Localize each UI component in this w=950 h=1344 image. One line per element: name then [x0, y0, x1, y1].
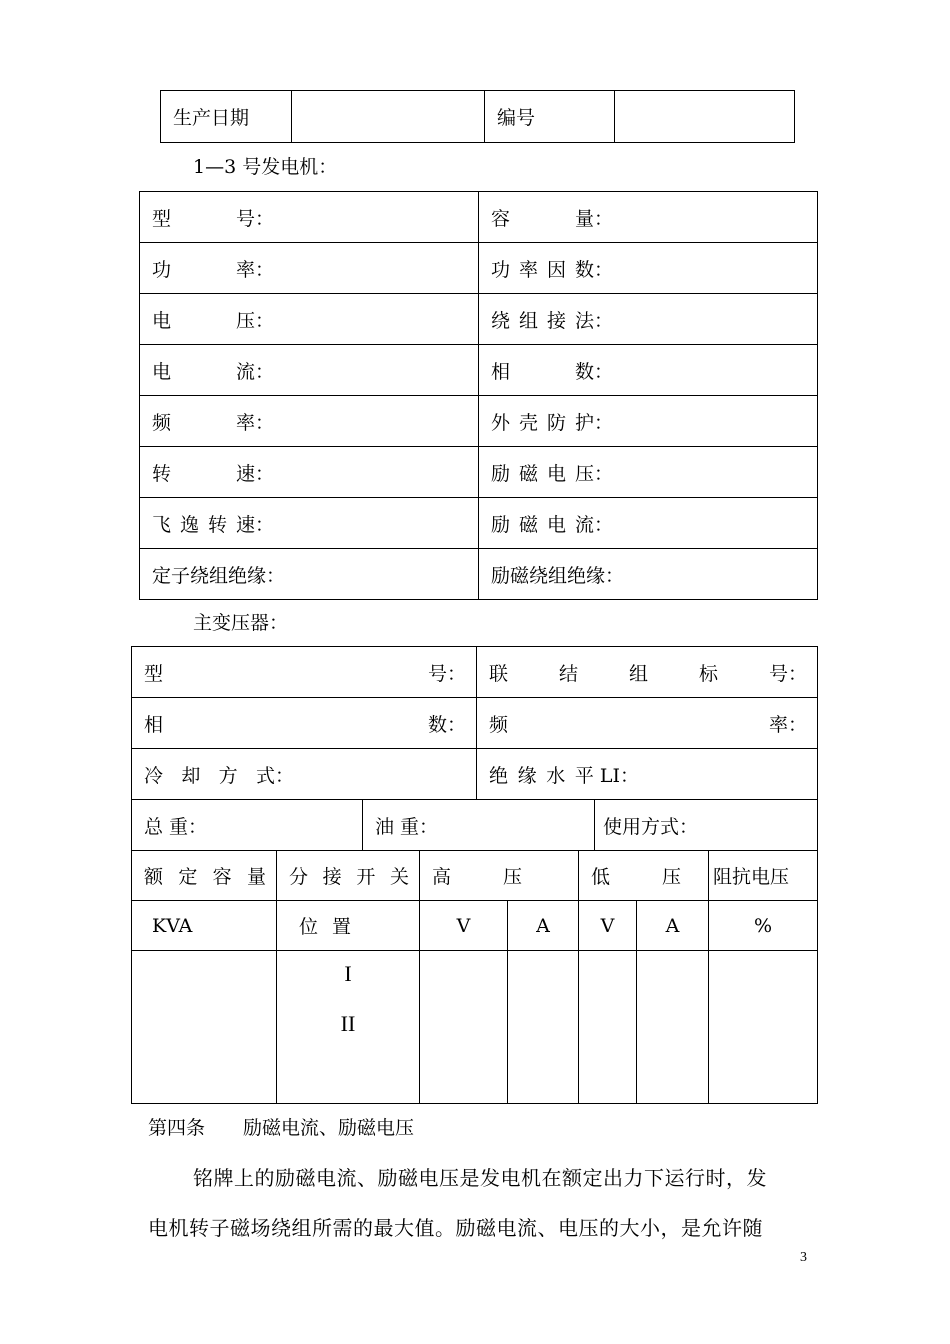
label-part: 位 [299, 916, 319, 938]
label-part: 容 [491, 207, 511, 230]
label-part: 号： [427, 662, 466, 685]
low-voltage-header [579, 851, 709, 901]
label-part: 接 [546, 309, 566, 332]
rated-capacity-label [144, 862, 276, 889]
label-part: 结 [558, 662, 578, 685]
generator-cell-left [140, 498, 479, 549]
label-part: 压 [502, 866, 522, 888]
generator-field-label [491, 306, 623, 333]
generator-field-label [152, 204, 284, 231]
label-part: 功 [152, 258, 172, 281]
label-part: 率 [518, 258, 538, 281]
label-part: 低 [591, 866, 611, 888]
generator-row [140, 294, 818, 345]
generator-field-label [491, 510, 623, 537]
weights-table [131, 799, 818, 851]
label-part: 流： [574, 513, 613, 536]
generator-row [140, 192, 818, 243]
total-weight-label: 总 重： [132, 800, 363, 851]
label-part: 却 [181, 764, 201, 787]
generator-field-label [491, 357, 623, 384]
kva-unit: KVA [132, 901, 277, 951]
high-voltage-header [420, 851, 579, 901]
label-part: 型 [152, 207, 172, 230]
label-part: 率： [768, 713, 807, 736]
generator-field-label [152, 459, 284, 486]
position-header [277, 901, 420, 951]
label-part: 组 [518, 309, 538, 332]
label-part: 电 [546, 513, 566, 536]
transformer-frequency [477, 698, 818, 749]
generator-field-label [152, 408, 284, 435]
label-part: 转 [152, 462, 172, 485]
label-part: 分 [289, 866, 309, 888]
hv-a-value [508, 951, 579, 1104]
label-part: 速： [235, 513, 274, 536]
label-part: 高 [432, 866, 452, 888]
label-part: 压： [574, 462, 613, 485]
kva-value [132, 951, 277, 1104]
section-paragraph-line-2: 电机转子磁场绕组所需的最大值。励磁电流、电压的大小，是允许随 [148, 1216, 763, 1240]
label-part: 频 [489, 713, 509, 736]
position-label [289, 912, 361, 939]
generator-field-label [491, 204, 623, 231]
production-date-label: 生产日期 [161, 91, 292, 143]
generator-cell-right [479, 498, 818, 549]
label-part: 开 [356, 866, 376, 888]
label-part: 方 [218, 764, 238, 787]
generator-field-label [491, 408, 623, 435]
generator-row [140, 549, 818, 600]
generator-cell-right [479, 243, 818, 294]
tap-changer-label [289, 862, 419, 889]
label-part: 防 [546, 411, 566, 434]
ratings-table [131, 850, 818, 1104]
label-part: 压： [235, 309, 274, 332]
label-part: 关 [389, 866, 409, 888]
transformer-model [132, 647, 477, 698]
impedance-header [709, 851, 818, 901]
label-part: 号： [768, 662, 807, 685]
position-ii: II [340, 1011, 356, 1036]
generator-caption: 1—3 号发电机： [193, 156, 338, 178]
transformer-model-label [144, 659, 476, 686]
label-part: 数： [574, 360, 613, 383]
lv-a-unit: A [637, 901, 709, 951]
generator-cell-left [140, 192, 479, 243]
generator-field-label [152, 561, 478, 588]
transformer-phases [132, 698, 477, 749]
pct-value [709, 951, 818, 1104]
label-part: 励磁绕组绝缘： [491, 564, 625, 587]
label-part: 逸 [179, 513, 199, 536]
generator-row [140, 498, 818, 549]
label-part: 法： [574, 309, 613, 332]
section-paragraph-line-1: 铭牌上的励磁电流、励磁电压是发电机在额定出力下运行时，发 [193, 1166, 767, 1190]
generator-cell-right [479, 345, 818, 396]
lv-a-value [637, 951, 709, 1104]
serial-value [615, 91, 795, 143]
phases-label [144, 710, 476, 737]
generator-cell-right [479, 192, 818, 243]
hv-v-unit: V [420, 901, 508, 951]
generator-field-label [491, 561, 817, 588]
label-part: 号： [235, 207, 274, 230]
label-part: 量 [246, 866, 266, 888]
label-part: 定子绕组绝缘： [152, 564, 286, 587]
generator-cell-left [140, 243, 479, 294]
generator-cell-right [479, 447, 818, 498]
generator-field-label [152, 306, 284, 333]
label-part: 接 [322, 866, 342, 888]
low-voltage-label [591, 862, 691, 889]
label-part: 型 [144, 662, 164, 685]
transformer-caption: 主变压器： [193, 612, 289, 634]
position-values [277, 951, 420, 1104]
label-part: 绕 [491, 309, 511, 332]
label-part: 壳 [518, 411, 538, 434]
label-part: 功 [491, 258, 511, 281]
label-part: 式： [255, 764, 294, 787]
page-number: 3 [800, 1250, 807, 1265]
generator-cell-left [140, 549, 479, 600]
label-part: 频 [152, 411, 172, 434]
transformer-insulation [477, 749, 818, 800]
label-part: 缘 [517, 764, 537, 787]
insulation-label [489, 761, 649, 788]
hv-a-unit: A [508, 901, 579, 951]
rated-capacity-header [132, 851, 277, 901]
generator-row [140, 447, 818, 498]
label-part: 护： [574, 411, 613, 434]
transformer-vector-group [477, 647, 818, 698]
label-part: 压 [661, 866, 681, 888]
label-part: 数： [427, 713, 466, 736]
generator-cell-left [140, 294, 479, 345]
production-date-value [292, 91, 485, 143]
generator-field-label [152, 357, 284, 384]
label-part: 量： [574, 207, 613, 230]
vector-group-label [489, 659, 817, 686]
serial-label: 编号 [485, 91, 615, 143]
generator-cell-left [140, 345, 479, 396]
lv-v-value [579, 951, 637, 1104]
lv-v-unit: V [579, 901, 637, 951]
usage-label: 使用方式： [595, 800, 818, 851]
generator-cell-right [479, 396, 818, 447]
label-part: 置 [331, 916, 351, 938]
generator-field-label [152, 255, 284, 282]
transformer-cooling [132, 749, 477, 800]
hv-v-value [420, 951, 508, 1104]
label-part: 率： [235, 411, 274, 434]
label-part: 联 [489, 662, 509, 685]
generator-table [139, 191, 818, 600]
generator-cell-left [140, 396, 479, 447]
label-part: 转 [207, 513, 227, 536]
label-part: 励 [491, 462, 511, 485]
generator-cell-right [479, 294, 818, 345]
label-part: 相 [491, 360, 511, 383]
label-part: 流： [235, 360, 274, 383]
generator-row [140, 345, 818, 396]
generator-field-label [491, 255, 623, 282]
label-part: 磁 [518, 462, 538, 485]
generator-cell-right [479, 549, 818, 600]
label-part: 组 [628, 662, 648, 685]
label-part: 电 [152, 360, 172, 383]
label-part: 相 [144, 713, 164, 736]
generator-field-label [491, 459, 623, 486]
label-part: 额 [144, 866, 164, 888]
generator-row [140, 396, 818, 447]
high-voltage-label [432, 862, 532, 889]
label-part: 励 [491, 513, 511, 536]
section-heading: 第四条 励磁电流、励磁电压 [148, 1117, 415, 1139]
label-part: 数： [574, 258, 613, 281]
label-part: 冷 [144, 764, 164, 787]
label-part: 电 [152, 309, 172, 332]
label-part: 磁 [518, 513, 538, 536]
label-part: 速： [235, 462, 274, 485]
cooling-label [144, 761, 304, 788]
label-part: 外 [491, 411, 511, 434]
tap-changer-header [277, 851, 420, 901]
production-info-table [160, 90, 795, 143]
label-part: 平 LI： [574, 764, 639, 787]
label-part: 飞 [152, 513, 172, 536]
frequency-label [489, 710, 817, 737]
label-part: 标 [698, 662, 718, 685]
transformer-table [131, 646, 818, 800]
label-part: 绝 [489, 764, 509, 787]
generator-field-label [152, 510, 284, 537]
generator-row [140, 243, 818, 294]
impedance-label: 阻抗电压 [713, 866, 790, 888]
label-part: 因 [546, 258, 566, 281]
position-i: I [344, 961, 352, 986]
label-part: 定 [178, 866, 198, 888]
pct-unit: % [709, 901, 818, 951]
generator-cell-left [140, 447, 479, 498]
oil-weight-label: 油 重： [363, 800, 595, 851]
label-part: 率： [235, 258, 274, 281]
label-part: 水 [546, 764, 566, 787]
label-part: 容 [212, 866, 232, 888]
label-part: 电 [546, 462, 566, 485]
